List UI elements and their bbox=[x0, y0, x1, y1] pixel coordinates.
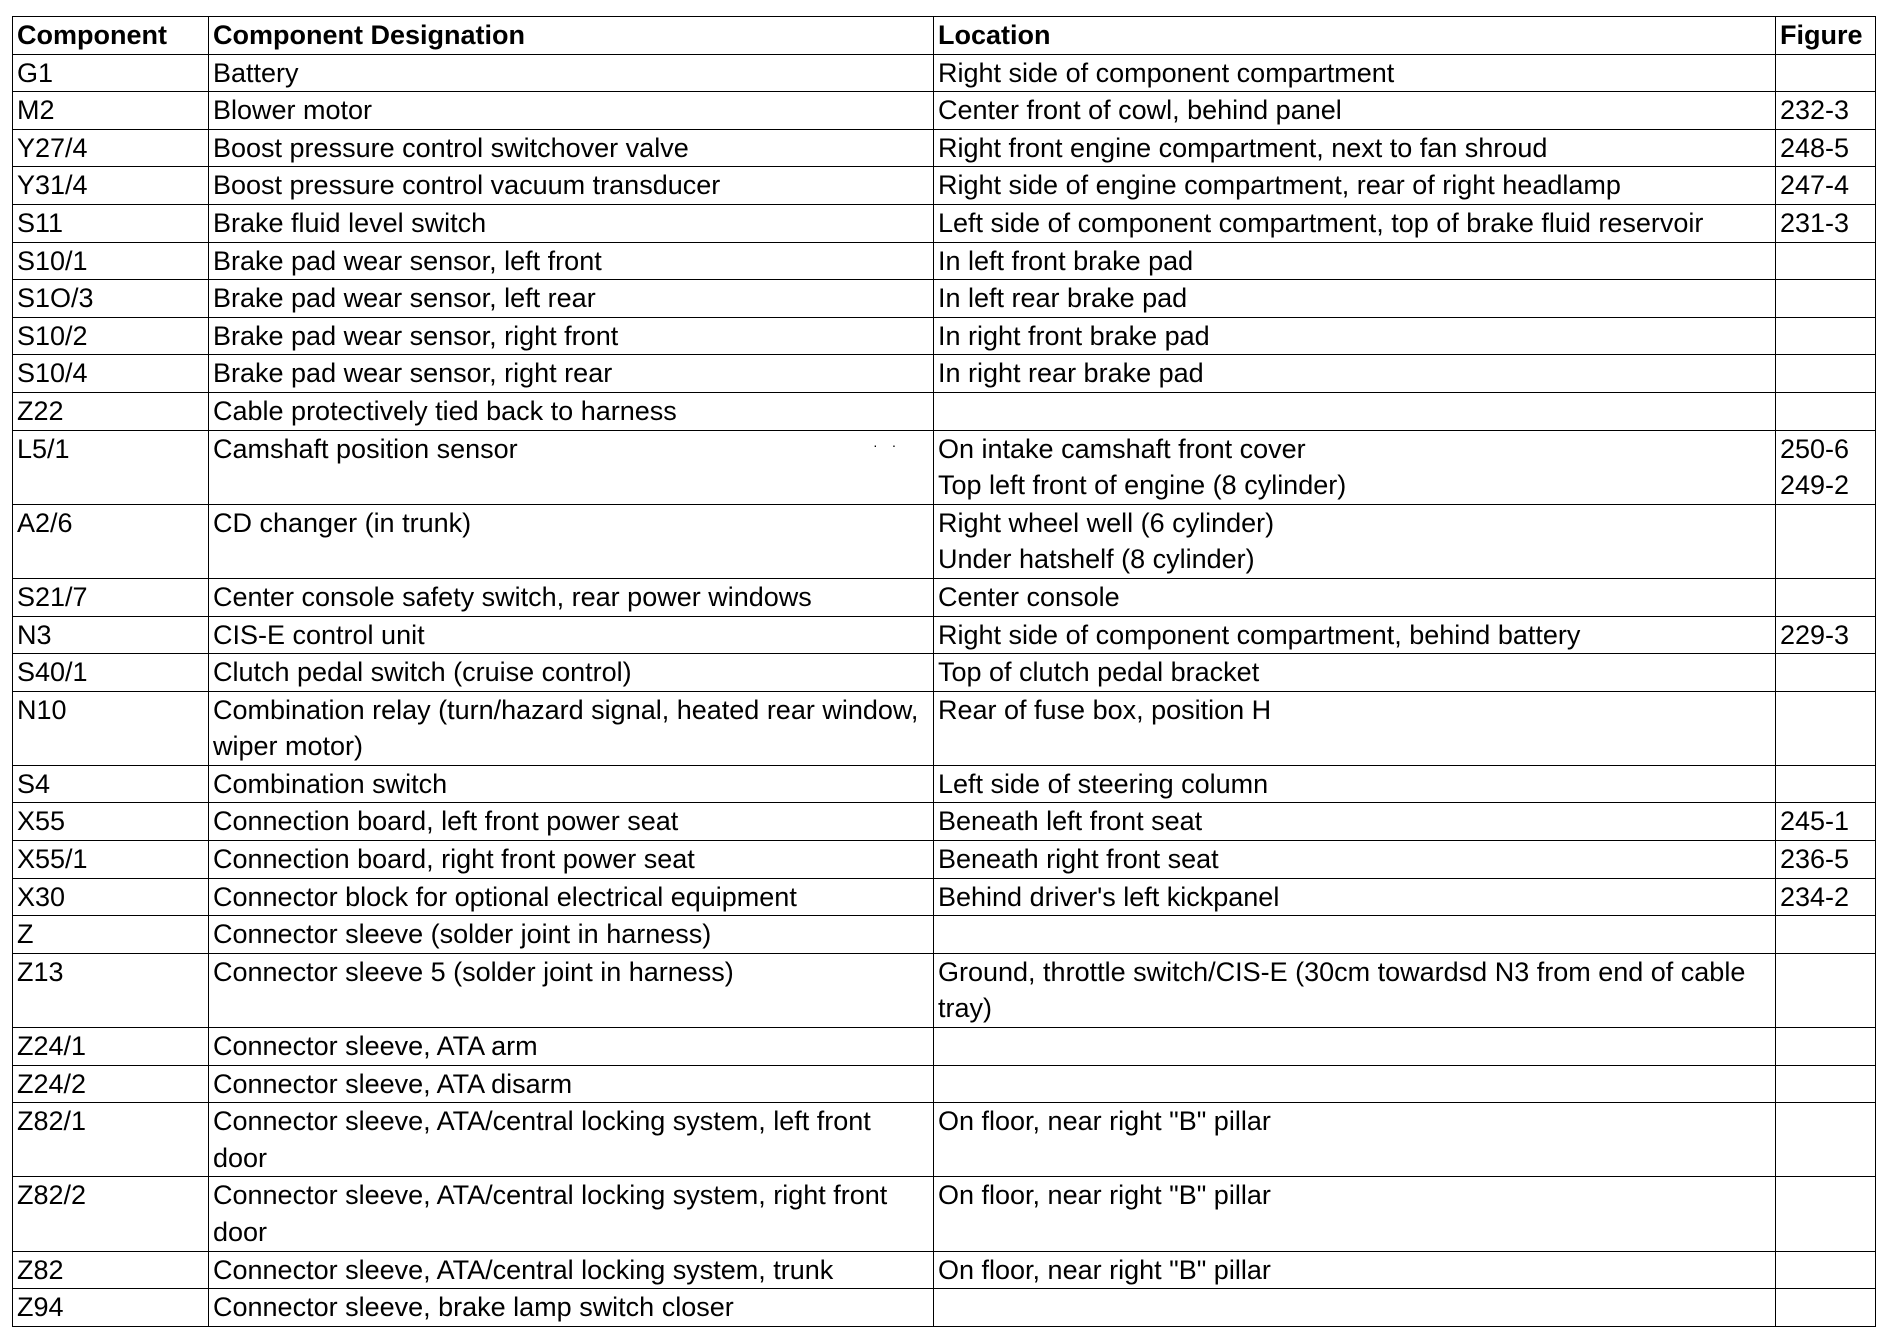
figure-line: 234-2 bbox=[1780, 881, 1850, 912]
table-row bbox=[13, 916, 1876, 954]
location-cell bbox=[934, 280, 1776, 318]
table-row bbox=[13, 392, 1876, 430]
location-line: Right side of engine compartment, rear of right headlamp bbox=[938, 170, 1621, 201]
component-code-cell: S1O/3 bbox=[13, 280, 209, 318]
component-code-cell: S10/2 bbox=[13, 317, 209, 355]
figure-line: 232-3 bbox=[1780, 95, 1850, 126]
figure-cell bbox=[1776, 204, 1876, 242]
stray-dots: ·· bbox=[873, 437, 911, 453]
location-line: Right side of component compartment, behind battery bbox=[938, 619, 1581, 650]
location-cell bbox=[934, 355, 1776, 393]
location-line: Beneath left front seat bbox=[938, 806, 1203, 837]
figure-cell bbox=[1776, 1103, 1876, 1177]
figure-line bbox=[1780, 916, 1873, 953]
table-row bbox=[13, 430, 1876, 504]
location-cell bbox=[934, 578, 1776, 616]
component-code-cell: L5/1 bbox=[13, 430, 209, 504]
component-designation-cell: Connector sleeve, ATA/central locking system, right front door bbox=[209, 1177, 934, 1251]
figure-line bbox=[1780, 1252, 1873, 1289]
component-designation-cell: CD changer (in trunk) bbox=[209, 504, 934, 578]
component-code-cell: S4 bbox=[13, 765, 209, 803]
location-cell bbox=[934, 430, 1776, 504]
figure-cell bbox=[1776, 355, 1876, 393]
header-designation: Component Designation bbox=[209, 17, 934, 55]
table-row bbox=[13, 1251, 1876, 1289]
component-code-cell: S40/1 bbox=[13, 654, 209, 692]
component-code-cell: Z22 bbox=[13, 392, 209, 430]
table-row bbox=[13, 803, 1876, 841]
component-designation-cell: Connector sleeve (solder joint in harness) bbox=[209, 916, 934, 954]
figure-cell bbox=[1776, 1289, 1876, 1327]
location-cell bbox=[934, 654, 1776, 692]
location-line: Ground, throttle switch/CIS-E (30cm towardsd N3 from end of cable tray) bbox=[938, 956, 1746, 1024]
component-designation-cell: Combination switch bbox=[209, 765, 934, 803]
figure-line: 248-5 bbox=[1780, 132, 1850, 163]
figure-line: 247-4 bbox=[1780, 170, 1850, 201]
figure-cell bbox=[1776, 1177, 1876, 1251]
location-cell bbox=[934, 616, 1776, 654]
header-figure: Figure bbox=[1776, 17, 1876, 55]
location-cell bbox=[934, 204, 1776, 242]
component-designation-cell: Camshaft position sensor bbox=[209, 430, 934, 504]
table-row bbox=[13, 616, 1876, 654]
component-designation-cell: Brake pad wear sensor, right rear bbox=[209, 355, 934, 393]
component-code-cell: X30 bbox=[13, 878, 209, 916]
figure-line: 249-2 bbox=[1780, 470, 1850, 501]
component-code-cell: N10 bbox=[13, 691, 209, 765]
component-designation-cell: Connector sleeve, ATA/central locking system, trunk bbox=[209, 1251, 934, 1289]
table-row bbox=[13, 765, 1876, 803]
location-line: Center front of cowl, behind panel bbox=[938, 95, 1342, 126]
table-row bbox=[13, 578, 1876, 616]
figure-cell bbox=[1776, 654, 1876, 692]
location-cell bbox=[934, 878, 1776, 916]
location-line: Right front engine compartment, next to fan shroud bbox=[938, 132, 1548, 163]
figure-line bbox=[1780, 1177, 1873, 1214]
figure-cell bbox=[1776, 129, 1876, 167]
header-row bbox=[13, 17, 1876, 55]
location-cell bbox=[934, 1065, 1776, 1103]
figure-line bbox=[1780, 1289, 1873, 1326]
location-cell bbox=[934, 392, 1776, 430]
component-code-cell: S11 bbox=[13, 204, 209, 242]
component-designation-cell: Connector sleeve, ATA/central locking system, left front door bbox=[209, 1103, 934, 1177]
location-cell bbox=[934, 54, 1776, 92]
component-code-cell: Y27/4 bbox=[13, 129, 209, 167]
figure-line: 236-5 bbox=[1780, 844, 1850, 875]
component-code-cell: Z24/1 bbox=[13, 1028, 209, 1066]
figure-line bbox=[1780, 1103, 1873, 1140]
figure-cell bbox=[1776, 430, 1876, 504]
location-line: Beneath right front seat bbox=[938, 844, 1219, 875]
location-line: On floor, near right "B" pillar bbox=[938, 1254, 1271, 1285]
figure-line bbox=[1780, 766, 1873, 803]
figure-cell bbox=[1776, 616, 1876, 654]
location-line: Left side of steering column bbox=[938, 768, 1269, 799]
location-cell bbox=[934, 1251, 1776, 1289]
component-code-cell: Z bbox=[13, 916, 209, 954]
figure-cell bbox=[1776, 916, 1876, 954]
figure-line: 229-3 bbox=[1780, 619, 1850, 650]
location-cell bbox=[934, 129, 1776, 167]
figure-line bbox=[1780, 692, 1873, 729]
table-row bbox=[13, 317, 1876, 355]
component-designation-cell: Brake pad wear sensor, right front bbox=[209, 317, 934, 355]
component-code-cell: X55/1 bbox=[13, 841, 209, 879]
component-designation-cell: Boost pressure control vacuum transducer bbox=[209, 167, 934, 205]
location-cell bbox=[934, 1289, 1776, 1327]
figure-cell bbox=[1776, 317, 1876, 355]
location-line: Top left front of engine (8 cylinder) bbox=[938, 470, 1347, 501]
figure-cell bbox=[1776, 953, 1876, 1027]
table-row bbox=[13, 1177, 1876, 1251]
location-cell bbox=[934, 953, 1776, 1027]
figure-cell bbox=[1776, 280, 1876, 318]
component-designation-cell: Connector sleeve, brake lamp switch closer bbox=[209, 1289, 934, 1327]
component-code-cell: N3 bbox=[13, 616, 209, 654]
component-code-cell: Z82 bbox=[13, 1251, 209, 1289]
table-row bbox=[13, 92, 1876, 130]
figure-cell bbox=[1776, 392, 1876, 430]
figure-line: 245-1 bbox=[1780, 806, 1850, 837]
location-cell bbox=[934, 167, 1776, 205]
location-line: Top of clutch pedal bracket bbox=[938, 657, 1260, 688]
figure-cell bbox=[1776, 242, 1876, 280]
location-line bbox=[938, 916, 1773, 953]
component-code-cell: Z82/2 bbox=[13, 1177, 209, 1251]
table-row bbox=[13, 654, 1876, 692]
table-row bbox=[13, 953, 1876, 1027]
location-line bbox=[938, 1028, 1773, 1065]
component-code-cell: S10/4 bbox=[13, 355, 209, 393]
figure-line bbox=[1780, 654, 1873, 691]
component-designation-cell: Connector sleeve 5 (solder joint in harness) bbox=[209, 953, 934, 1027]
figure-line bbox=[1780, 280, 1873, 317]
location-line: Center console bbox=[938, 581, 1120, 612]
component-designation-cell: Connector sleeve, ATA disarm bbox=[209, 1065, 934, 1103]
component-designation-cell: Connector block for optional electrical equipment bbox=[209, 878, 934, 916]
figure-cell bbox=[1776, 1251, 1876, 1289]
figure-line bbox=[1780, 505, 1873, 542]
location-line bbox=[938, 1289, 1773, 1326]
figure-cell bbox=[1776, 691, 1876, 765]
table-row bbox=[13, 204, 1876, 242]
figure-line bbox=[1780, 579, 1873, 616]
location-line: On floor, near right "B" pillar bbox=[938, 1180, 1271, 1211]
location-line: In right front brake pad bbox=[938, 320, 1210, 351]
component-designation-cell: Brake pad wear sensor, left front bbox=[209, 242, 934, 280]
component-designation-cell: Blower motor bbox=[209, 92, 934, 130]
location-cell bbox=[934, 1177, 1776, 1251]
figure-cell bbox=[1776, 54, 1876, 92]
component-code-cell: M2 bbox=[13, 92, 209, 130]
figure-line bbox=[1780, 243, 1873, 280]
component-designation-cell: Clutch pedal switch (cruise control) bbox=[209, 654, 934, 692]
location-cell bbox=[934, 317, 1776, 355]
location-cell bbox=[934, 92, 1776, 130]
location-line: Right wheel well (6 cylinder) bbox=[938, 507, 1275, 538]
component-code-cell: Z82/1 bbox=[13, 1103, 209, 1177]
component-code-cell: G1 bbox=[13, 54, 209, 92]
location-cell bbox=[934, 1028, 1776, 1066]
table-row bbox=[13, 355, 1876, 393]
figure-cell bbox=[1776, 1028, 1876, 1066]
location-cell bbox=[934, 765, 1776, 803]
location-line: In left rear brake pad bbox=[938, 283, 1188, 314]
figure-line bbox=[1780, 355, 1873, 392]
figure-cell bbox=[1776, 878, 1876, 916]
table-row bbox=[13, 1065, 1876, 1103]
component-designation-cell: Brake fluid level switch bbox=[209, 204, 934, 242]
location-line: On floor, near right "B" pillar bbox=[938, 1106, 1271, 1137]
table-row bbox=[13, 129, 1876, 167]
location-cell bbox=[934, 1103, 1776, 1177]
location-line: Right side of component compartment bbox=[938, 57, 1395, 88]
figure-line bbox=[1780, 55, 1873, 92]
location-cell bbox=[934, 803, 1776, 841]
table-row bbox=[13, 54, 1876, 92]
figure-line bbox=[1780, 1066, 1873, 1103]
component-code-cell: A2/6 bbox=[13, 504, 209, 578]
location-line: Behind driver's left kickpanel bbox=[938, 881, 1280, 912]
table-row bbox=[13, 242, 1876, 280]
figure-line bbox=[1780, 954, 1873, 991]
location-cell bbox=[934, 916, 1776, 954]
location-cell bbox=[934, 841, 1776, 879]
table-row bbox=[13, 691, 1876, 765]
location-line bbox=[938, 1066, 1773, 1103]
component-designation-cell: Cable protectively tied back to harness bbox=[209, 392, 934, 430]
location-cell bbox=[934, 242, 1776, 280]
figure-cell bbox=[1776, 841, 1876, 879]
table-row bbox=[13, 1028, 1876, 1066]
figure-line: 231-3 bbox=[1780, 207, 1850, 238]
figure-cell bbox=[1776, 578, 1876, 616]
table-row bbox=[13, 167, 1876, 205]
figure-cell bbox=[1776, 167, 1876, 205]
component-location-table bbox=[12, 16, 1876, 1327]
figure-cell bbox=[1776, 803, 1876, 841]
location-line: Rear of fuse box, position H bbox=[938, 694, 1272, 725]
component-designation-cell: Connection board, right front power seat bbox=[209, 841, 934, 879]
component-designation-cell: Center console safety switch, rear power windows bbox=[209, 578, 934, 616]
table-row bbox=[13, 1289, 1876, 1327]
location-line: In right rear brake pad bbox=[938, 358, 1204, 389]
table-row bbox=[13, 280, 1876, 318]
component-code-cell: X55 bbox=[13, 803, 209, 841]
figure-line: 250-6 bbox=[1780, 433, 1850, 464]
component-designation-cell: Connector sleeve, ATA arm bbox=[209, 1028, 934, 1066]
table-row bbox=[13, 841, 1876, 879]
figure-line bbox=[1780, 318, 1873, 355]
header-location: Location bbox=[934, 17, 1776, 55]
figure-cell bbox=[1776, 92, 1876, 130]
component-designation-cell: Battery bbox=[209, 54, 934, 92]
location-cell bbox=[934, 691, 1776, 765]
component-designation-cell: CIS-E control unit bbox=[209, 616, 934, 654]
component-code-cell: Z94 bbox=[13, 1289, 209, 1327]
table-row bbox=[13, 504, 1876, 578]
component-code-cell: Z24/2 bbox=[13, 1065, 209, 1103]
figure-cell bbox=[1776, 765, 1876, 803]
location-line: Under hatshelf (8 cylinder) bbox=[938, 544, 1255, 575]
location-line: In left front brake pad bbox=[938, 245, 1194, 276]
table-row bbox=[13, 1103, 1876, 1177]
location-line: On intake camshaft front cover bbox=[938, 433, 1306, 464]
location-line: Left side of component compartment, top of brake fluid reservoir bbox=[938, 207, 1704, 238]
component-designation-cell: Brake pad wear sensor, left rear bbox=[209, 280, 934, 318]
table-row bbox=[13, 878, 1876, 916]
component-code-cell: S10/1 bbox=[13, 242, 209, 280]
component-designation-cell: Boost pressure control switchover valve bbox=[209, 129, 934, 167]
component-designation-cell: Combination relay (turn/hazard signal, heated rear window, wiper motor) bbox=[209, 691, 934, 765]
figure-cell bbox=[1776, 504, 1876, 578]
header-component: Component bbox=[13, 17, 209, 55]
component-code-cell: S21/7 bbox=[13, 578, 209, 616]
component-code-cell: Z13 bbox=[13, 953, 209, 1027]
location-cell bbox=[934, 504, 1776, 578]
figure-line bbox=[1780, 393, 1873, 430]
figure-line bbox=[1780, 1028, 1873, 1065]
component-designation-cell: Connection board, left front power seat bbox=[209, 803, 934, 841]
figure-cell bbox=[1776, 1065, 1876, 1103]
component-code-cell: Y31/4 bbox=[13, 167, 209, 205]
location-line bbox=[938, 393, 1773, 430]
